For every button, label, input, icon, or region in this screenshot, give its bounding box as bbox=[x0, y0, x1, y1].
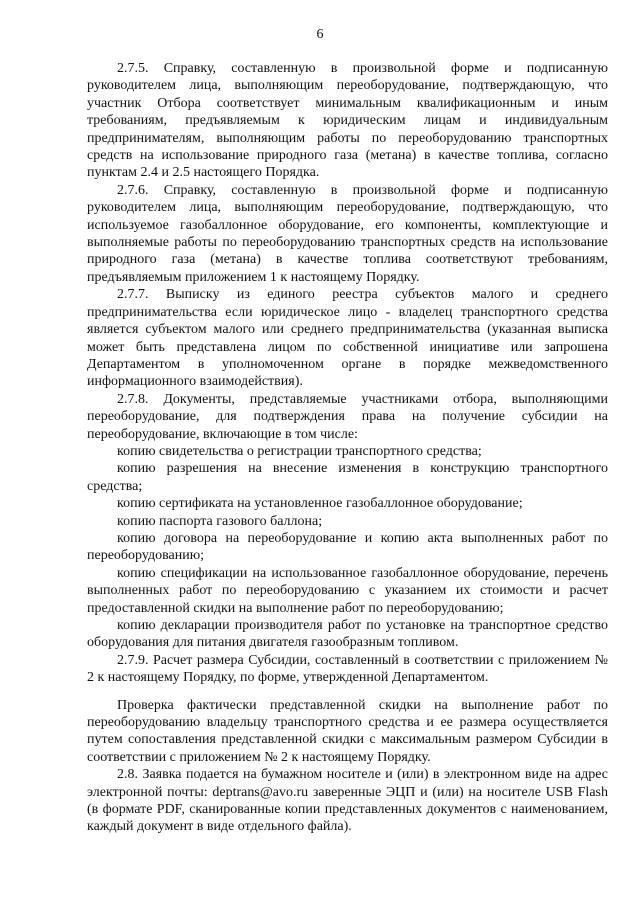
list-item: копию сертификата на установленное газобаллонное оборудование; bbox=[117, 496, 523, 512]
list-item: копию договора на переоборудование и копию акта выполненных работ по переоборудованию; bbox=[87, 530, 608, 564]
list-item: копию свидетельства о регистрации транспортного средства; bbox=[117, 443, 482, 459]
paragraph-2-8: 2.8. Заявка подается на бумажном носителе и (или) в электронном виде на адрес электронной почты: deptrans@avo.ru заверенные ЭЦП и (или) на носителе USB Flash (в формате PDF, сканированные копии представленных документов с наименованием, каждый документ в виде отдельного файла). bbox=[87, 767, 608, 835]
list-item: копию паспорта газового баллона; bbox=[117, 513, 323, 529]
list-item: копию разрешения на внесение изменения в конструкцию транспортного средства; bbox=[87, 461, 608, 494]
document-body bbox=[87, 60, 608, 836]
page-number: 6 bbox=[316, 27, 324, 42]
paragraph-2-7-8: 2.7.8. Документы, представляемые участниками отбора, выполняющими переоборудование, для подтверждения права на получение субсидии на переоборудование, включающие в том числе: bbox=[87, 391, 608, 442]
paragraph-2-7-7: 2.7.7. Выписку из единого реестра субъектов малого и среднего предпринимательства если юридическое лицо - владелец транспортного средства является субъектом малого или среднего предпринимательства (указанная выписка может быть представлена лицом по собственной инициативе или запрошена Департаментом в уполномоченном органе в порядке межведомственного информационного взаимодействия). bbox=[87, 287, 608, 390]
paragraph-discount-check: Проверка фактически представленной скидки на выполнение работ по переоборудованию владельцу транспортного средства и ее размера осуществляется путем сопоставления представленной скидки с максимальным размером Субсидии в соответствии с приложением № 2 к настоящему Порядку. bbox=[87, 697, 608, 765]
paragraph-2-7-5: 2.7.5. Справку, составленную в произвольной форме и подписанную руководителем лица, выполняющим переоборудование, подтверждающую, что участник Отбора соответствует минимальным квалификационным и иным требованиям, предъявляемым к юридическим лицам и индивидуальным предпринимателям, выполняющим работы по переоборудованию транспортных средств на использование природного газа (метана) в качестве топлива, согласно пунктам 2.4 и 2.5 настоящего Порядка. bbox=[87, 61, 608, 181]
list-item: копию декларации производителя работ по установке на транспортное средство оборудования для питания двигателя газообразным топливом. bbox=[87, 618, 608, 651]
paragraph-2-7-6: 2.7.6. Справку, составленную в произвольной форме и подписанную руководителем лица, выполняющим переоборудование, подтверждающую, что используемое газобаллонное оборудование, его компоненты, комплектующие и выполняемые работы по переоборудованию транспортных средств на использование природного газа (метана) в качестве топлива соответствуют требованиям, предъявляемым приложением 1 к настоящему Порядку. bbox=[87, 182, 608, 285]
paragraph-2-7-9: 2.7.9. Расчет размера Субсидии, составленный в соответствии с приложением № 2 к настоящему Порядку, по форме, утвержденной Департаментом. bbox=[87, 652, 608, 686]
list-item: копию спецификации на использованное газобаллонное оборудование, перечень выполненных работ по переоборудованию с указанием их стоимости и расчет предоставленной скидки на выполнение работ по переоборудованию; bbox=[87, 565, 608, 616]
